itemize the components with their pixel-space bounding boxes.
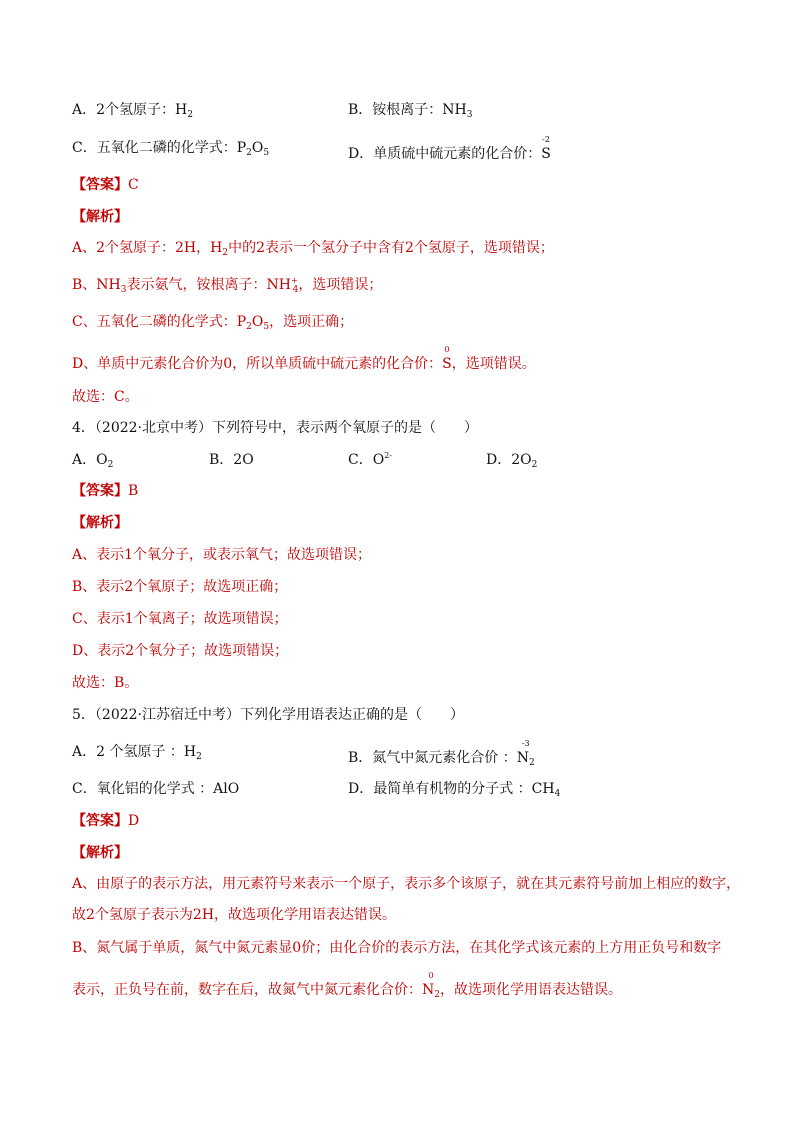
q5-question: 5．（2022·江苏宿迁中考）下列化学用语表达正确的是（ ） [72, 707, 464, 723]
q5-option-c: C．氧化铝的化学式 ：AlO [72, 781, 240, 797]
q3-analysis-b: B、$NH_3$表示氨气，铵根离子：$NH^+_4$，选项错误； [72, 276, 383, 295]
q5-analysis-b-line1: B、氮气属于单质，氮气中氮元素显0价；由化合价的表示方法，在其化学式该元素的上方用正负号和数字 [72, 940, 722, 956]
q3-analysis-label: 【解析】 [72, 209, 128, 225]
q5-analysis-a-line2: 故2个氢原子表示为2H，故选项化学用语表达错误。 [72, 907, 397, 923]
q4-choose: 故选：B。 [72, 675, 139, 691]
q4-analysis-line: A、表示1个氧分子，或表示氧气；故选项错误； [72, 547, 372, 563]
q3-analysis-a: A、2个氢原子：2H，$H_2$中的2表示一个氢分子中含有2个氢原子，选项错误； [72, 240, 554, 258]
q5-option-d: D．最简单有机物的分子式 ：$CH_4$ [348, 781, 561, 799]
q4-option-c: C．$O^{2-}$ [348, 451, 392, 468]
q4-question: 4．（2022·北京中考）下列符号中，表示两个氧原子的是（ ） [72, 420, 478, 436]
q3-option-c: C．五氧化二磷的化学式：$P_2O_5$ [72, 140, 270, 158]
q4-analysis-label: 【解析】 [72, 515, 128, 531]
q5-analysis-a-line1: A、由原子的表示方法，用元素符号来表示一个原子，表示多个该原子，就在其元素符号前加上相应的数字， [72, 876, 741, 892]
q5-analysis-label: 【解析】 [72, 845, 128, 861]
q4-analysis-line: D、表示2个氧分子；故选项错误； [72, 643, 289, 659]
q5-analysis-b-line2: 表示，正负号在前，数字在后，故氮气中氮元素化合价： 0 $N_2$，故选项化学用语表达错误。 [72, 971, 622, 1000]
q4-option-a: A．$O_2$ [72, 452, 114, 470]
q5-answer: 【答案】D [72, 813, 140, 829]
q3-answer: 【答案】C [72, 177, 139, 193]
q5-option-a: A．2 个氢原子 ：$H_2$ [72, 744, 202, 762]
q4-answer: 【答案】B [72, 483, 139, 499]
q3-analysis-d: D、单质中元素化合价为0，所以单质硫中硫元素的化合价： 0 S，选项错误。 [72, 345, 536, 372]
q4-analysis-line: B、表示2个氧原子；故选项正确； [72, 579, 288, 595]
q4-option-b: B．2O [209, 452, 254, 468]
q3-option-b: B．铵根离子：$NH_3$ [348, 102, 473, 120]
q3-analysis-c: C、五氧化二磷的化学式：$P_2O_5$，选项正确； [72, 314, 354, 332]
q3-option-d: D．单质硫中硫元素的化合价： -2 S [348, 135, 551, 162]
q4-option-d: D．$2O_2$ [486, 452, 538, 470]
q3-option-a: A．2个氢原子：$H_2$ [72, 102, 193, 120]
q3-choose: 故选：C。 [72, 389, 139, 405]
q5-option-b: B．氮气中氮元素化合价 ： -3 $N_2$ [348, 739, 535, 768]
q4-analysis-line: C、表示1个氧离子；故选项错误； [72, 611, 288, 627]
